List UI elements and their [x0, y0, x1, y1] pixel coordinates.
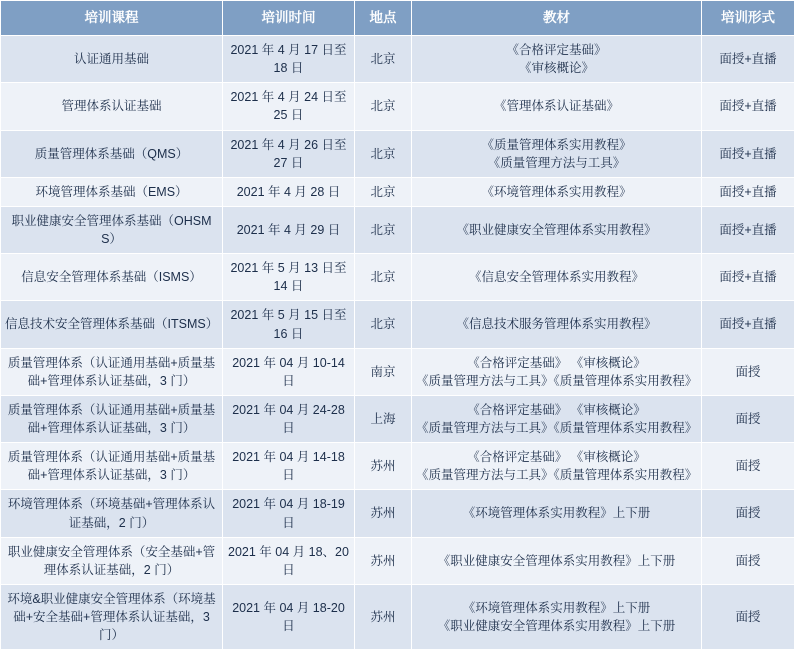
- material-line: 《职业健康安全管理体系实用教程》上下册: [416, 617, 697, 635]
- material-line: 《职业健康安全管理体系实用教程》: [416, 221, 697, 239]
- cell-place: 南京: [355, 348, 412, 395]
- column-header-material: 教材: [412, 1, 702, 36]
- cell-place: 北京: [355, 83, 412, 130]
- cell-mode: 面授+直播: [702, 130, 794, 177]
- cell-time: 2021 年 5 月 13 日至 14 日: [223, 254, 355, 301]
- column-header-time: 培训时间: [223, 1, 355, 36]
- cell-mode: 面授+直播: [702, 83, 794, 130]
- cell-place: 苏州: [355, 443, 412, 490]
- column-header-place: 地点: [355, 1, 412, 36]
- cell-course: 职业健康安全管理体系基础（OHSMS）: [1, 206, 223, 253]
- material-line: 《信息安全管理体系实用教程》: [416, 268, 697, 286]
- cell-mode: 面授+直播: [702, 36, 794, 83]
- table-header: [1, 1, 794, 36]
- table-row: [1, 348, 794, 395]
- cell-mode: 面授: [702, 395, 794, 442]
- cell-place: 北京: [355, 254, 412, 301]
- cell-time: 2021 年 04 月 18-19 日: [223, 490, 355, 537]
- cell-material: [412, 584, 702, 649]
- cell-place: 北京: [355, 177, 412, 206]
- table-header-row: [1, 1, 794, 36]
- cell-place: 北京: [355, 36, 412, 83]
- cell-course: 认证通用基础: [1, 36, 223, 83]
- cell-course: 环境管理体系（环境基础+管理体系认证基础，2 门）: [1, 490, 223, 537]
- table-row: [1, 301, 794, 348]
- cell-place: 北京: [355, 206, 412, 253]
- cell-material: [412, 130, 702, 177]
- cell-place: 上海: [355, 395, 412, 442]
- table-row: [1, 537, 794, 584]
- cell-material: [412, 83, 702, 130]
- table-body: [1, 36, 794, 650]
- material-line: 《职业健康安全管理体系实用教程》上下册: [416, 552, 697, 570]
- column-header-mode: 培训形式: [702, 1, 794, 36]
- table-row: [1, 206, 794, 253]
- table-row: [1, 177, 794, 206]
- material-line: 《管理体系认证基础》: [416, 97, 697, 115]
- table-row: [1, 36, 794, 83]
- cell-material: [412, 537, 702, 584]
- table-row: [1, 254, 794, 301]
- table-row: [1, 584, 794, 649]
- cell-material: [412, 206, 702, 253]
- cell-place: 北京: [355, 301, 412, 348]
- cell-material: [412, 301, 702, 348]
- cell-time: 2021 年 5 月 15 日至 16 日: [223, 301, 355, 348]
- cell-course: 职业健康安全管理体系（安全基础+管理体系认证基础，2 门）: [1, 537, 223, 584]
- cell-mode: 面授: [702, 443, 794, 490]
- material-line: 《环境管理体系实用教程》上下册: [416, 599, 697, 617]
- cell-material: [412, 490, 702, 537]
- cell-material: [412, 36, 702, 83]
- cell-mode: 面授: [702, 537, 794, 584]
- cell-course: 质量管理体系（认证通用基础+质量基础+管理体系认证基础，3 门）: [1, 348, 223, 395]
- cell-mode: 面授+直播: [702, 301, 794, 348]
- cell-time: 2021 年 04 月 18、20 日: [223, 537, 355, 584]
- table-row: [1, 130, 794, 177]
- material-line: 《环境管理体系实用教程》: [416, 183, 697, 201]
- material-line: 《合格评定基础》 《审核概论》: [416, 448, 697, 466]
- material-line: 《质量管理方法与工具》: [416, 154, 697, 172]
- cell-course: 质量管理体系（认证通用基础+质量基础+管理体系认证基础，3 门）: [1, 395, 223, 442]
- cell-mode: 面授+直播: [702, 254, 794, 301]
- cell-time: 2021 年 04 月 24-28 日: [223, 395, 355, 442]
- cell-time: 2021 年 04 月 14-18 日: [223, 443, 355, 490]
- material-line: 《审核概论》: [416, 59, 697, 77]
- table-row: [1, 443, 794, 490]
- cell-place: 苏州: [355, 490, 412, 537]
- cell-course: 环境管理体系基础（EMS）: [1, 177, 223, 206]
- cell-mode: 面授+直播: [702, 206, 794, 253]
- cell-material: [412, 254, 702, 301]
- cell-time: 2021 年 4 月 26 日至 27 日: [223, 130, 355, 177]
- cell-course: 管理体系认证基础: [1, 83, 223, 130]
- material-line: 《合格评定基础》 《审核概论》: [416, 401, 697, 419]
- cell-time: 2021 年 04 月 18-20 日: [223, 584, 355, 649]
- cell-mode: 面授: [702, 348, 794, 395]
- cell-time: 2021 年 4 月 28 日: [223, 177, 355, 206]
- material-line: 《环境管理体系实用教程》上下册: [416, 504, 697, 522]
- cell-mode: 面授: [702, 584, 794, 649]
- material-line: 《合格评定基础》 《审核概论》: [416, 354, 697, 372]
- material-line: 《质量管理方法与工具》《质量管理体系实用教程》: [416, 419, 697, 437]
- table-row: [1, 395, 794, 442]
- material-line: 《信息技术服务管理体系实用教程》: [416, 315, 697, 333]
- material-line: 《合格评定基础》: [416, 41, 697, 59]
- material-line: 《质量管理体系实用教程》: [416, 136, 697, 154]
- cell-course: 质量管理体系基础（QMS）: [1, 130, 223, 177]
- cell-course: 信息技术安全管理体系基础（ITSMS）: [1, 301, 223, 348]
- cell-time: 2021 年 04 月 10-14 日: [223, 348, 355, 395]
- table-row: [1, 83, 794, 130]
- cell-mode: 面授+直播: [702, 177, 794, 206]
- cell-course: 信息安全管理体系基础（ISMS）: [1, 254, 223, 301]
- cell-course: 环境&职业健康安全管理体系（环境基础+安全基础+管理体系认证基础，3 门）: [1, 584, 223, 649]
- cell-time: 2021 年 4 月 29 日: [223, 206, 355, 253]
- cell-place: 北京: [355, 130, 412, 177]
- cell-time: 2021 年 4 月 17 日至 18 日: [223, 36, 355, 83]
- cell-material: [412, 443, 702, 490]
- cell-material: [412, 177, 702, 206]
- material-line: 《质量管理方法与工具》《质量管理体系实用教程》: [416, 466, 697, 484]
- cell-course: 质量管理体系（认证通用基础+质量基础+管理体系认证基础，3 门）: [1, 443, 223, 490]
- table-row: [1, 490, 794, 537]
- cell-place: 苏州: [355, 584, 412, 649]
- cell-mode: 面授: [702, 490, 794, 537]
- cell-time: 2021 年 4 月 24 日至 25 日: [223, 83, 355, 130]
- cell-material: [412, 348, 702, 395]
- cell-place: 苏州: [355, 537, 412, 584]
- column-header-course: 培训课程: [1, 1, 223, 36]
- material-line: 《质量管理方法与工具》《质量管理体系实用教程》: [416, 372, 697, 390]
- cell-material: [412, 395, 702, 442]
